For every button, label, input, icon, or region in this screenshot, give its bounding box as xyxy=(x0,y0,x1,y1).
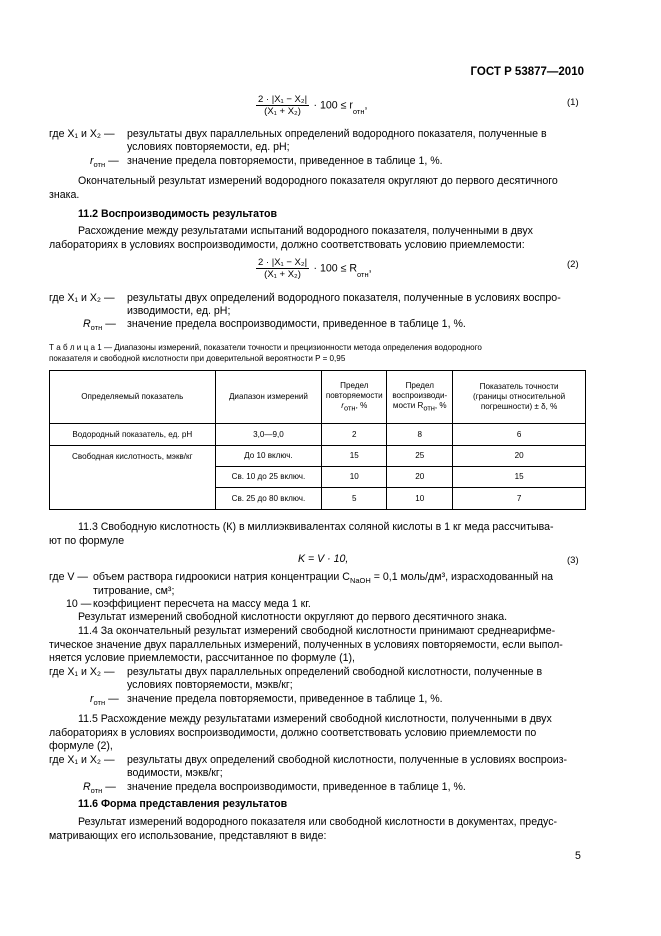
def5-lead: где X₁ и X₂ — xyxy=(49,754,115,766)
document-code: ГОСТ Р 53877—2010 xyxy=(470,66,584,78)
group-name-free-acidity: Свободная кислотность, мэкв/кг xyxy=(50,446,216,510)
table-row: Св. 25 до 80 включ. 5 10 7 xyxy=(50,488,586,510)
para4-line1: Результат измерений водородного показателя или свободной кислотности в документах, предус- xyxy=(78,816,558,828)
p115-line1: 11.5 Расхождение между результатами измерений свободной кислотности, полученными в двух xyxy=(78,713,552,725)
equation-3: K = V · 10, xyxy=(298,553,349,565)
def2-text-line1: результаты двух определений водородного показателя, полученные в условиях воспро- xyxy=(127,292,561,304)
equation-2: $\frac{\text{2 · |X₁ − X₂|}}{\text{(X₁ + X₂)}}$ · $100 \le R_{отн}$, xyxy=(258,257,372,280)
header-indicator: Определяемый показатель xyxy=(50,371,216,424)
def1-lead: где X₁ и X₂ — xyxy=(49,128,115,140)
def2-lead: где X₁ и X₂ — xyxy=(49,292,115,304)
def1-text-line1: результаты двух параллельных определений водородного показателя, полученные в xyxy=(127,128,547,140)
def3-lead2: 10 — xyxy=(66,598,92,610)
def1-symbol-r: $r_{отн}$ — xyxy=(90,155,119,170)
table-1 xyxy=(49,370,586,510)
para1-line2: знака. xyxy=(49,189,80,201)
def4-symbol-r: $r_{отн}$ — xyxy=(90,693,119,708)
p114-line3: няется условие приемлемости, рассчитанное по формуле (1), xyxy=(49,652,355,664)
table-row: Свободная кислотность, мэкв/кг До 10 включ. 15 25 20 xyxy=(50,446,586,467)
p115-line2: лабораториях в условиях воспроизводимости, должно соответствовать условию приемлемости по xyxy=(49,727,537,739)
para2-line2: лабораториях в условиях воспроизводимости, должно соответствовать условию приемлемости: xyxy=(49,239,525,251)
def5-symbol-R: $R_{отн}$ — xyxy=(83,781,116,796)
def2-text-line2: изводимости, ед. рН; xyxy=(127,305,231,317)
table-header-row xyxy=(50,371,586,424)
para3-line1: Результат измерений свободной кислотности округляют до первого десятичного знака. xyxy=(78,611,508,623)
header-repeatability: Предел повторяемости $r_{отн}$, % xyxy=(322,371,387,424)
section-11-2-title: 11.2 Воспроизводимость результатов xyxy=(78,208,278,220)
section-11-6-title: 11.6 Форма представления результатов xyxy=(78,798,288,810)
page-number: 5 xyxy=(575,850,581,862)
table-caption-line2: показателя и свободной кислотности при доверительной вероятности P = 0,95 xyxy=(49,354,346,363)
def2-symbol-R: $R_{отн}$ — xyxy=(83,318,116,333)
table-row: Св. 10 до 25 включ. 10 20 15 xyxy=(50,467,586,488)
table-caption-line1: Т а б л и ц а 1 — Диапазоны измерений, показатели точности и прецизионности метода определения водородного xyxy=(49,343,482,352)
header-range: Диапазон измерений xyxy=(215,371,322,424)
p113-line2: ют по формуле xyxy=(49,535,125,547)
def2-text-line3: значение предела воспроизводимости, приведенное в таблице 1, %. xyxy=(127,318,466,330)
header-reproducibility: Предел воспроизводи- мости $R_{отн}$, % xyxy=(387,371,453,424)
def3-text-line1: объем раствора гидроокиси натрия концентрации $C_{NaOH} = 0,1$ моль/дм³, израсходованный на xyxy=(93,571,554,586)
para2-line1: Расхождение между результатами испытаний водородного показателя, полученными в двух xyxy=(78,225,533,237)
def1-text-line3: значение предела повторяемости, приведенное в таблице 1, %. xyxy=(127,155,443,167)
table-row: Водородный показатель, ед. рН 3,0—9,0 2 8 6 xyxy=(50,424,586,446)
def3-lead: где V — xyxy=(49,571,89,583)
p115-line3: формуле (2), xyxy=(49,740,113,752)
equation-3-number: (3) xyxy=(567,555,579,566)
def4-text-line3: значение предела повторяемости, приведенное в таблице 1, %. xyxy=(127,693,443,705)
def3-text-line2: титрование, см³; xyxy=(93,585,175,597)
header-accuracy: Показатель точности (границы относительной погрешности) ± δ, % xyxy=(453,371,586,424)
p114-line1: 11.4 За окончательный результат измерений свободной кислотности принимают среднеарифме- xyxy=(78,625,556,637)
def4-lead: где X₁ и X₂ — xyxy=(49,666,115,678)
def4-text-line1: результаты двух параллельных определений свободной кислотности, полученные в xyxy=(127,666,543,678)
p114-line2: тическое значение двух параллельных измерений, полученных в условиях повторяемости, если выпол- xyxy=(49,639,563,651)
def3-text-line3: коэффициент пересчета на массу меда 1 кг. xyxy=(93,598,311,610)
p113-line1: 11.3 Свободную кислотность (К) в миллиэквивалентах соляной кислоты в 1 кг меда рассчитыва- xyxy=(78,521,554,533)
def4-text-line2: условиях повторяемости, мэкв/кг; xyxy=(127,679,293,691)
para1-line1: Окончательный результат измерений водородного показателя округляют до первого десятичного xyxy=(78,175,558,187)
equation-2-number: (2) xyxy=(567,259,579,270)
def5-text-line2: водимости, мэкв/кг; xyxy=(127,767,223,779)
equation-1-number: (1) xyxy=(567,97,579,108)
para4-line2: матривающих его использование, представляют в виде: xyxy=(49,830,327,842)
def5-text-line3: значение предела воспроизводимости, приведенное в таблице 1, %. xyxy=(127,781,466,793)
def5-text-line1: результаты двух определений свободной кислотности, полученные в условиях воспроиз- xyxy=(127,754,568,766)
equation-1: $\frac{\text{2 · |X₁ − X₂|}}{\text{(X₁ + X₂)}}$ · $100 \le r_{отн}$, xyxy=(258,94,368,117)
def1-text-line2: условиях повторяемости, ед. рН; xyxy=(127,141,290,153)
